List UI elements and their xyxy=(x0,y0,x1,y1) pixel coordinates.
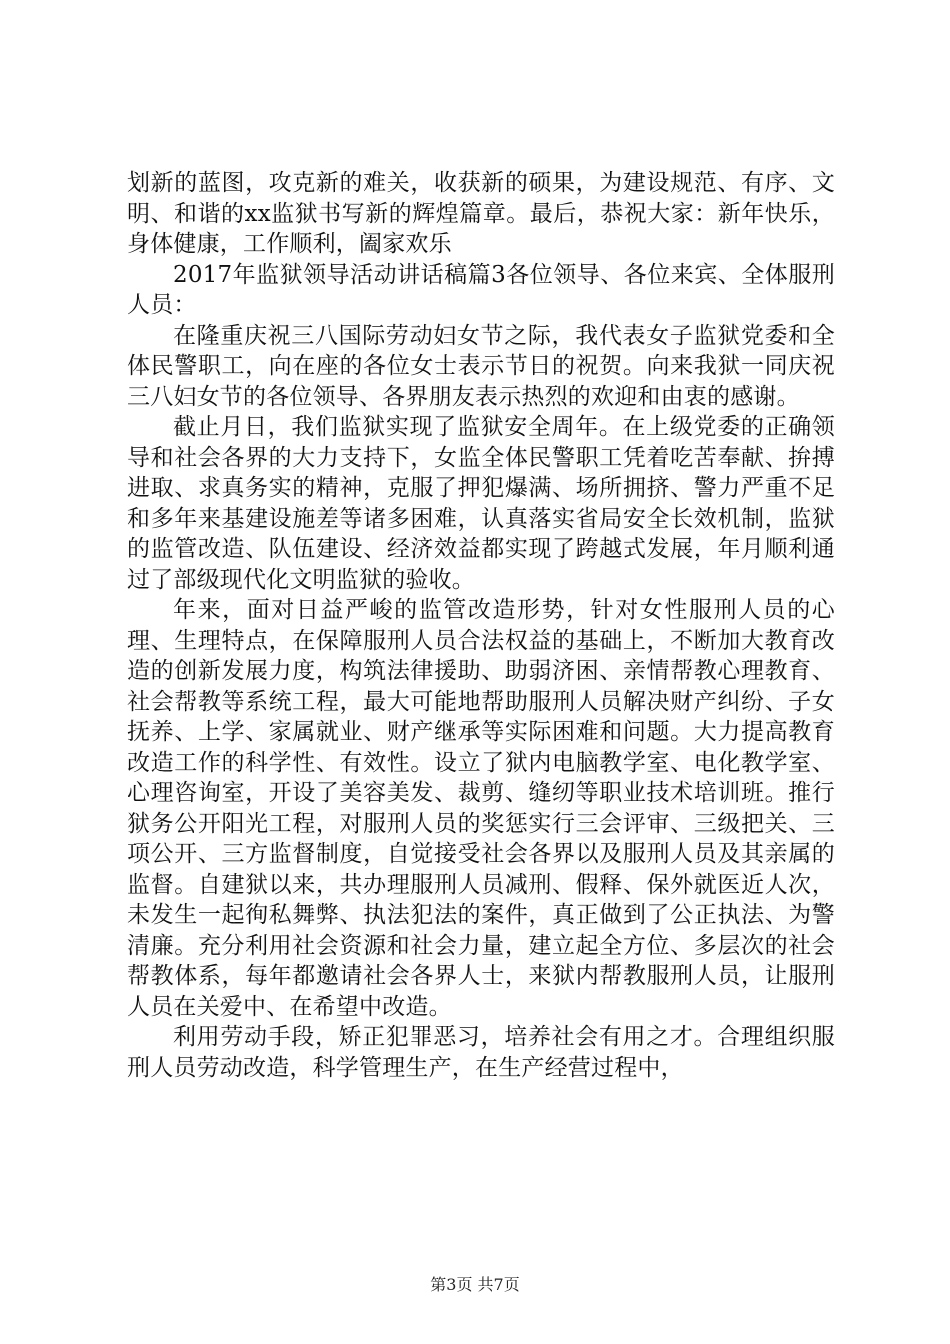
paragraph-2: 2017年监狱领导活动讲话稿篇3各位领导、各位来宾、全体服刑人员： xyxy=(127,261,835,318)
paragraph-5: 年来，面对日益严峻的监管改造形势，针对女性服刑人员的心理、生理特点，在保障服刑人员合法权益的基础上，不断加大教育改造的创新发展力度，构筑法律援助、助弱济困、亲情帮教心理教育、社会帮教等系统工程，最大可能地帮助服刑人员解决财产纠纷、子女抚养、上学、家属就业、财产继承等实际困难和问题。大力提高教育改造工作的科学性、有效性。设立了狱内电脑教学室、电化教学室、心理咨询室，开设了美容美发、裁剪、缝纫等职业技术培训班。推行狱务公开阳光工程，对服刑人员的奖惩实行三会评审、三级把关、三项公开、三方监督制度，自觉接受社会各界以及服刑人员及其亲属的监督。自建狱以来，共办理服刑人员减刑、假释、保外就医近人次，未发生一起徇私舞弊、执法犯法的案件，真正做到了公正执法、为警清廉。充分利用社会资源和社会力量，建立起全方位、多层次的社会帮教体系，每年都邀请社会各界人士，来狱内帮教服刑人员，让服刑人员在关爱中、在希望中改造。 xyxy=(127,597,835,1020)
paragraph-3: 在隆重庆祝三八国际劳动妇女节之际，我代表女子监狱党委和全体民警职工，向在座的各位女士表示节日的祝贺。向来我狱一同庆祝三八妇女节的各位领导、各界朋友表示热烈的欢迎和由衷的感谢。 xyxy=(127,322,835,410)
page-footer: 第3页 共7页 xyxy=(430,1275,520,1294)
paragraph-6: 利用劳动手段，矫正犯罪恶习，培养社会有用之才。合理组织服刑人员劳动改造，科学管理生产，在生产经营过程中， xyxy=(127,1024,835,1081)
document-body xyxy=(127,168,835,1083)
paragraph-1: 划新的蓝图，攻克新的难关，收获新的硕果，为建设规范、有序、文明、和谐的xx监狱书写新的辉煌篇章。最后，恭祝大家：新年快乐，身体健康，工作顺利，阖家欢乐 xyxy=(127,170,835,257)
paragraph-4: 截止月日，我们监狱实现了监狱安全周年。在上级党委的正确领导和社会各界的大力支持下，女监全体民警职工凭着吃苦奉献、拚搏进取、求真务实的精神，克服了押犯爆满、场所拥挤、警力严重不足和多年来基建设施差等诸多困难，认真落实省局安全长效机制，监狱的监管改造、队伍建设、经济效益都实现了跨越式发展，年月顺利通过了部级现代化文明监狱的验收。 xyxy=(127,414,835,593)
